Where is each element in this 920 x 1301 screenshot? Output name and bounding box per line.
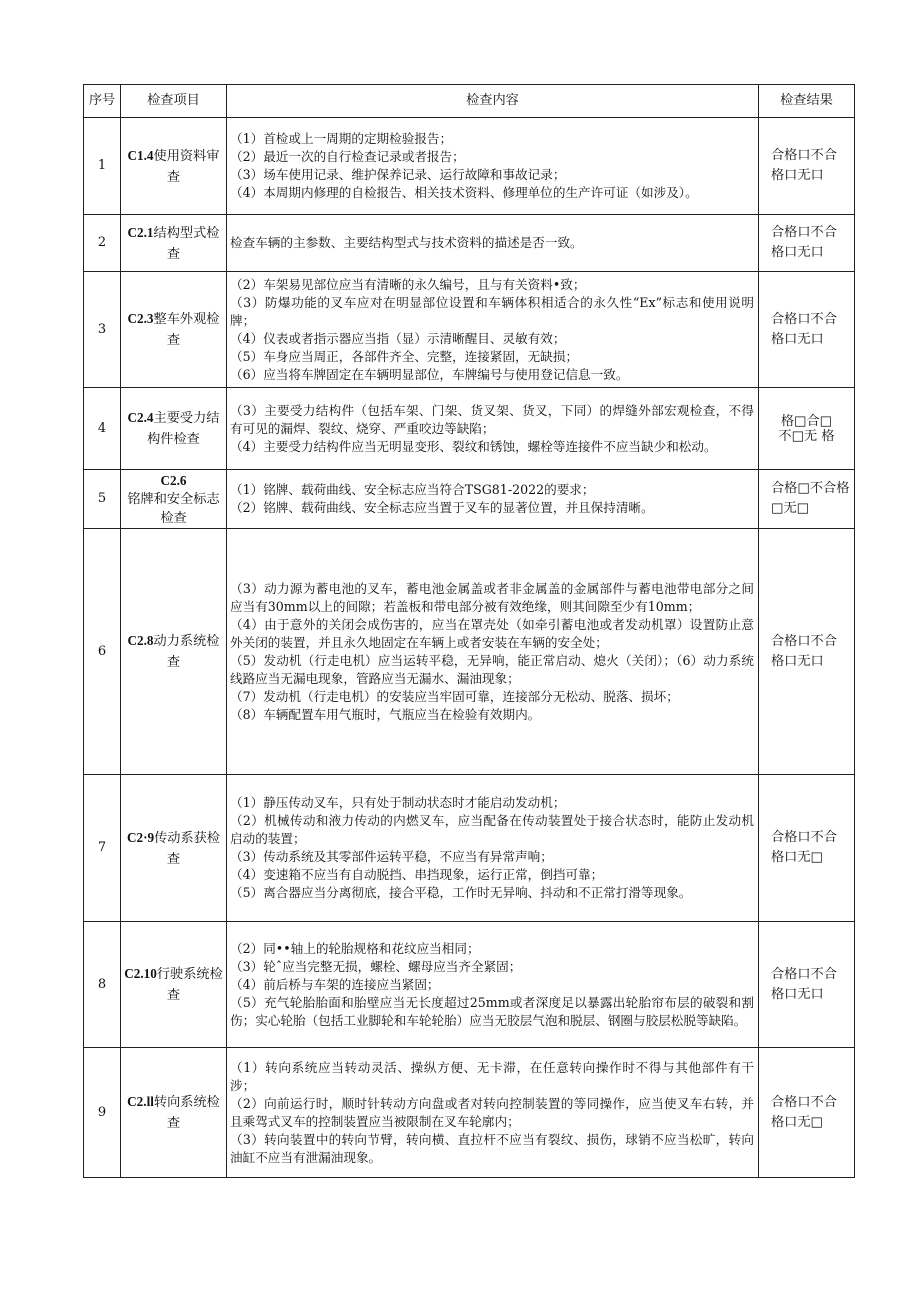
table-row	[84, 215, 855, 272]
content-line: （2）车架易见部位应当有清晰的永久编号，且与有关资料•致；	[230, 276, 586, 292]
content-line: （5）发动机（行走电机）应当运转平稳，无异响，能正常启动、熄火（关闭）；（6）动力系统线路应当无漏电现象，管路应当无漏水、漏油现象；	[230, 652, 754, 686]
check-content	[227, 388, 759, 470]
content-line: 检查车辆的主参数、主要结构型式与技术资料的描述是否一致。	[230, 235, 583, 250]
item-text: 传动系获检查	[154, 830, 221, 867]
check-result: 格□合□不□无 格	[759, 388, 855, 470]
check-item	[121, 272, 227, 388]
item-text: 转向系统检查	[153, 1095, 220, 1131]
table-row	[84, 1048, 855, 1178]
row-number: 1	[84, 118, 121, 215]
header-content: 检查内容	[227, 85, 759, 118]
check-content	[227, 118, 759, 215]
item-code: C2·9	[126, 829, 155, 845]
check-content	[227, 922, 759, 1048]
item-text: 铭牌和安全标志检查	[127, 491, 220, 526]
content-line: （5）充气轮胎胎面和胎壁应当无长度超过25mm或者深度足以暴露出轮胎帘布层的破裂和割伤；实心轮胎（包括工业脚轮和车轮轮胎）应当无胶层气泡和脱层、钢圈与胶层松脱等缺陷。	[230, 994, 754, 1028]
check-result: 合格口不合格口无口	[759, 118, 855, 215]
check-result: 合格口不合格口无口	[759, 529, 855, 775]
content-line: （1）首检或上一周期的定期检验报告；	[230, 131, 453, 146]
check-item	[121, 922, 227, 1048]
row-number: 5	[84, 470, 121, 529]
table-row	[84, 775, 855, 922]
content-line: （4）变速箱不应当有自动脱挡、串挡现象，运行正常，倒挡可靠；	[230, 867, 604, 882]
check-item	[121, 529, 227, 775]
item-code: C2.3	[127, 311, 154, 326]
content-line: （7）发动机（行走电机）的安装应当牢固可靠，连接部分无松动、脱落、损坏；	[230, 688, 679, 704]
content-line: （3）传动系统及其零部件运转平稳，不应当有异常声响；	[230, 849, 553, 864]
check-content	[227, 775, 759, 922]
check-result: 合格口不合格口无□	[759, 1048, 855, 1178]
check-item	[121, 1048, 227, 1178]
content-line: （5）离合器应当分离彻底，接合平稳，工作时无异响、抖动和不正常打滑等现象。	[230, 885, 692, 900]
content-line: （4）主要受力结构件应当无明显变形、裂纹和锈蚀，螺栓等连接件不应当缺少和松动。	[230, 438, 717, 454]
table-header-row	[84, 85, 855, 118]
item-text: 行驶系统检查	[156, 967, 223, 1003]
item-text: 动力系统检查	[153, 634, 220, 670]
check-item	[121, 388, 227, 470]
check-content	[227, 272, 759, 388]
table-row	[84, 529, 855, 775]
row-number: 9	[84, 1048, 121, 1178]
header-no: 序号	[84, 85, 121, 118]
row-number: 8	[84, 922, 121, 1048]
check-item	[121, 775, 227, 922]
item-text: 主要受力结构件检查	[147, 411, 220, 447]
table-row	[84, 118, 855, 215]
table-row	[84, 272, 855, 388]
content-line: （2）铭牌、载荷曲线、安全标志应当置于叉车的显著位置，并且保持清晰。	[230, 500, 654, 515]
content-line: （4）由于意外的关闭会成伤害的，应当在罩壳处（如牵引蓄电池或者发动机罩）设置防止意外关闭的装置，并且永久地固定在车辆上或者安装在车辆的安全处；	[230, 616, 754, 650]
row-number: 7	[84, 775, 121, 922]
inspection-table	[83, 84, 855, 1178]
item-code: C2.8	[127, 633, 154, 648]
check-item	[121, 118, 227, 215]
row-number: 2	[84, 215, 121, 272]
check-result: 合格口不合格口无口	[759, 922, 855, 1048]
item-text: 使用资料审查	[153, 148, 220, 185]
item-text: 整车外观检查	[153, 312, 220, 348]
content-line: （1）铭牌、载荷曲线、安全标志应当符合TSG81-2022的要求；	[230, 482, 595, 497]
header-item: 检查项目	[121, 85, 227, 118]
item-code: C2.ll	[127, 1094, 154, 1109]
content-line: （3）转向装置中的转向节臂，转向横、直拉杆不应当有裂纹、损伤，球销不应当松旷，转向油缸不应当有泄漏油现象。	[230, 1131, 754, 1165]
content-line: （3）轮ˆ应当完整无损，螺栓、螺母应当齐全紧固；	[230, 958, 522, 974]
content-line: （3）主要受力结构件（包括车架、门架、货叉架、货叉，下同）的焊缝外部宏观检查，不得有可见的漏焊、裂纹、烧穿、严重咬边等缺陷；	[230, 402, 754, 436]
check-content	[227, 529, 759, 775]
content-line: （4）本周期内修理的自检报告、相关技术资料、修理单位的生产许可证（如涉及）。	[230, 185, 698, 200]
content-line: （4）仪表或者指示器应当指（显）示清晰醒目、灵敏有效；	[230, 330, 566, 346]
content-line: （3）场车使用记录、维护保养记录、运行故障和事故记录；	[230, 167, 566, 182]
row-number: 4	[84, 388, 121, 470]
row-number: 6	[84, 529, 121, 775]
content-line: （4）前后桥与车架的连接应当紧固；	[230, 976, 440, 992]
item-code: C2.1	[127, 224, 154, 240]
check-result: 合格口不合格口无口	[759, 215, 855, 272]
table-row	[84, 388, 855, 470]
check-result: 合格口不合格口无口	[759, 272, 855, 388]
check-item	[121, 215, 227, 272]
content-line: （8）车辆配置车用气瓶时，气瓶应当在检验有效期内。	[230, 706, 541, 722]
check-result: 合格口不合格口无□	[759, 775, 855, 922]
content-line: （6）应当将车牌固定在车辆明显部位，车牌编号与使用登记信息一致。	[230, 366, 629, 382]
check-content	[227, 470, 759, 529]
content-line: （5）车身应当周正，各部件齐全、完整，连接紧固，无缺损；	[230, 348, 579, 364]
content-line: （2）同••轴上的轮胎规格和花纹应当相同；	[230, 940, 480, 956]
content-line: （1）静压传动叉车，只有处于制动状态时才能启动发动机；	[230, 795, 566, 810]
item-code: C2.4	[127, 410, 154, 425]
content-line: （3）动力源为蓄电池的叉车，蓄电池金属盖或者非金属盖的金属部件与蓄电池带电部分之间应当有30mm以上的间隙；若盖板和带电部分被有效绝缘，则其间隙至少有10mm；	[230, 580, 754, 614]
table-row	[84, 922, 855, 1048]
check-item	[121, 470, 227, 529]
item-code: C2.6	[160, 472, 187, 488]
row-number: 3	[84, 272, 121, 388]
item-code: C1.4	[127, 147, 154, 163]
item-text: 结构型式检查	[153, 225, 220, 262]
content-line: （2）最近一次的自行检查记录或者报告；	[230, 149, 465, 164]
content-line: （2）机械传动和液力传动的内燃叉车，应当配备在传动装置处于接合状态时，能防止发动机启动的装置；	[230, 813, 754, 846]
table-row	[84, 470, 855, 529]
content-line: （2）向前运行时，顺时针转动方向盘或者对转向控制装置的等同操作，应当使叉车右转，并且乘驾式叉车的控制装置应当被限制在叉车轮廓内；	[230, 1095, 754, 1129]
content-line: （3）防爆功能的叉车应对在明显部位设置和车辆体积相适合的永久性“Ex”标志和使用说明牌；	[230, 294, 754, 328]
check-result: 合格□不合格□无□	[759, 470, 855, 529]
check-content	[227, 1048, 759, 1178]
header-result: 检查结果	[759, 85, 855, 118]
check-content	[227, 215, 759, 272]
item-code: C2.10	[124, 966, 157, 981]
content-line: （1）转向系统应当转动灵活、操纵方便、无卡滞，在任意转向操作时不得与其他部件有干涉；	[230, 1059, 754, 1093]
